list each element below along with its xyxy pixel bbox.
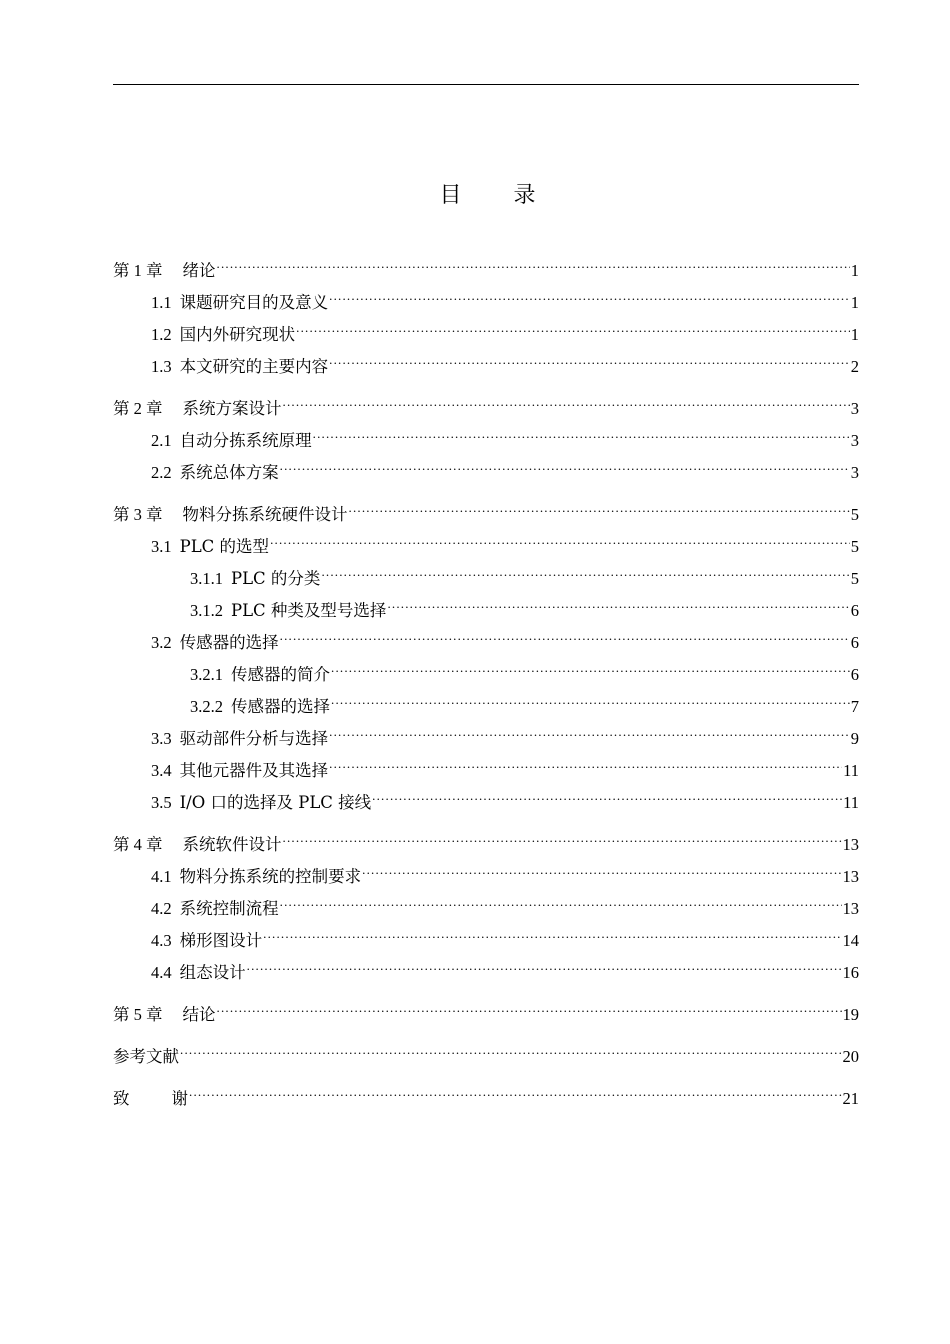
toc-entry-page: 16 bbox=[842, 963, 859, 982]
toc-entry-number: 第 5 章 bbox=[113, 1005, 163, 1024]
toc-entry-page: 14 bbox=[842, 931, 859, 950]
toc-title bbox=[0, 178, 950, 209]
toc-entry-title: 传感器的选择 bbox=[231, 697, 330, 716]
dot-leader bbox=[283, 818, 842, 850]
toc-entry-title: I/O 口的选择及 PLC 接线 bbox=[179, 793, 372, 812]
toc-entry-page: 6 bbox=[850, 633, 859, 652]
dot-leader bbox=[329, 744, 842, 776]
toc-entry-page: 19 bbox=[842, 1005, 859, 1024]
toc-title-char-1: 目 bbox=[439, 183, 462, 208]
toc-title-char-2: 录 bbox=[513, 183, 536, 208]
dot-leader bbox=[372, 776, 842, 808]
dot-leader bbox=[329, 340, 850, 372]
toc-entry-page: 1 bbox=[850, 325, 859, 344]
toc-entry-title: 参考文献 bbox=[113, 1047, 179, 1066]
toc-entry-number: 1.3 bbox=[151, 357, 172, 376]
dot-leader bbox=[321, 552, 849, 584]
dot-leader bbox=[180, 1030, 842, 1062]
toc-entry-number: 3.2 bbox=[151, 633, 172, 652]
table-of-contents bbox=[113, 244, 859, 1108]
toc-entry-title: 本文研究的主要内容 bbox=[179, 357, 329, 376]
header-rule bbox=[113, 84, 859, 85]
toc-entry[interactable] bbox=[113, 988, 859, 1024]
dot-leader bbox=[362, 850, 841, 882]
toc-entry-number: 第 1 章 bbox=[113, 261, 163, 280]
toc-entry-title: PLC 的选型 bbox=[179, 537, 270, 556]
dot-leader bbox=[280, 616, 850, 648]
dot-leader bbox=[329, 276, 850, 308]
toc-entry-number: 2.2 bbox=[151, 463, 172, 482]
toc-entry-title: 致 谢 bbox=[113, 1089, 188, 1108]
toc-entry-page: 9 bbox=[850, 729, 859, 748]
toc-entry-title: 传感器的简介 bbox=[231, 665, 330, 684]
toc-entry-number: 4.4 bbox=[151, 963, 172, 982]
dot-leader bbox=[313, 414, 850, 446]
dot-leader bbox=[189, 1072, 842, 1104]
toc-entry-number: 3.1.1 bbox=[190, 569, 223, 588]
toc-entry-number: 4.2 bbox=[151, 899, 172, 918]
toc-entry-page: 7 bbox=[850, 697, 859, 716]
toc-entry-page: 5 bbox=[850, 569, 859, 588]
toc-entry[interactable] bbox=[113, 244, 859, 280]
toc-entry-page: 13 bbox=[842, 899, 859, 918]
toc-entry-number: 3.1 bbox=[151, 537, 172, 556]
toc-entry[interactable] bbox=[113, 680, 859, 716]
toc-entry-title: 系统软件设计 bbox=[182, 835, 282, 854]
toc-entry[interactable] bbox=[113, 584, 859, 620]
dot-leader bbox=[387, 584, 849, 616]
toc-entry[interactable] bbox=[113, 818, 859, 854]
toc-entry-number: 3.3 bbox=[151, 729, 172, 748]
toc-entry-title: 系统方案设计 bbox=[182, 399, 282, 418]
toc-entry-title: 系统总体方案 bbox=[179, 463, 279, 482]
toc-entry-page: 3 bbox=[850, 463, 859, 482]
toc-entry[interactable] bbox=[113, 712, 859, 748]
toc-entry-page: 11 bbox=[843, 793, 859, 812]
toc-entry-title: 传感器的选择 bbox=[179, 633, 279, 652]
toc-entry-page: 2 bbox=[850, 357, 859, 376]
dot-leader bbox=[349, 488, 850, 520]
toc-entry-number: 第 4 章 bbox=[113, 835, 163, 854]
toc-entry[interactable] bbox=[113, 382, 859, 418]
dot-leader bbox=[283, 382, 850, 414]
toc-entry-page: 1 bbox=[850, 261, 859, 280]
toc-entry-page: 6 bbox=[850, 601, 859, 620]
toc-entry-number: 2.1 bbox=[151, 431, 172, 450]
toc-entry-page: 5 bbox=[850, 537, 859, 556]
toc-entry-title: 自动分拣系统原理 bbox=[179, 431, 312, 450]
dot-leader bbox=[263, 914, 841, 946]
toc-entry[interactable] bbox=[113, 1030, 859, 1066]
toc-entry-title: 其他元器件及其选择 bbox=[179, 761, 329, 780]
toc-entry-title: 物料分拣系统硬件设计 bbox=[182, 505, 348, 524]
toc-entry-page: 13 bbox=[842, 835, 859, 854]
toc-entry-page: 20 bbox=[842, 1047, 859, 1066]
toc-entry-page: 1 bbox=[850, 293, 859, 312]
toc-entry-title: 绪论 bbox=[182, 261, 216, 280]
toc-entry-title: 课题研究目的及意义 bbox=[179, 293, 329, 312]
toc-entry-number: 4.3 bbox=[151, 931, 172, 950]
dot-leader bbox=[331, 648, 850, 680]
toc-entry[interactable] bbox=[113, 1072, 859, 1108]
toc-entry-page: 11 bbox=[843, 761, 859, 780]
toc-entry-page: 6 bbox=[850, 665, 859, 684]
toc-entry-number: 3.2.2 bbox=[190, 697, 223, 716]
toc-entry-number: 第 3 章 bbox=[113, 505, 163, 524]
toc-entry-number: 1.1 bbox=[151, 293, 172, 312]
toc-entry-page: 21 bbox=[842, 1089, 859, 1108]
toc-entry-number: 3.5 bbox=[151, 793, 172, 812]
toc-entry[interactable] bbox=[113, 276, 859, 312]
toc-entry[interactable] bbox=[113, 616, 859, 652]
toc-entry-page: 3 bbox=[850, 399, 859, 418]
dot-leader bbox=[331, 680, 850, 712]
toc-entry-number: 4.1 bbox=[151, 867, 172, 886]
toc-entry-title: 梯形图设计 bbox=[179, 931, 263, 950]
toc-entry-title: 系统控制流程 bbox=[179, 899, 279, 918]
toc-entry-title: PLC 的分类 bbox=[231, 569, 321, 588]
toc-entry-page: 3 bbox=[850, 431, 859, 450]
toc-entry-page: 13 bbox=[842, 867, 859, 886]
toc-entry-title: 结论 bbox=[182, 1005, 216, 1024]
dot-leader bbox=[217, 988, 842, 1020]
toc-entry-page: 5 bbox=[850, 505, 859, 524]
dot-leader bbox=[280, 446, 850, 478]
dot-leader bbox=[270, 520, 850, 552]
toc-entry-number: 1.2 bbox=[151, 325, 172, 344]
toc-entry-title: PLC 种类及型号选择 bbox=[231, 601, 387, 620]
dot-leader bbox=[329, 712, 850, 744]
toc-entry-number: 3.1.2 bbox=[190, 601, 223, 620]
toc-entry-title: 物料分拣系统的控制要求 bbox=[179, 867, 362, 886]
toc-entry-number: 3.2.1 bbox=[190, 665, 223, 684]
toc-entry-number: 3.4 bbox=[151, 761, 172, 780]
toc-entry-title: 组态设计 bbox=[179, 963, 246, 982]
toc-entry[interactable] bbox=[113, 488, 859, 524]
toc-entry-title: 国内外研究现状 bbox=[179, 325, 296, 344]
dot-leader bbox=[280, 882, 842, 914]
toc-entry-number: 第 2 章 bbox=[113, 399, 163, 418]
dot-leader bbox=[217, 244, 850, 276]
dot-leader bbox=[247, 946, 842, 978]
dot-leader bbox=[296, 308, 850, 340]
toc-entry-title: 驱动部件分析与选择 bbox=[179, 729, 329, 748]
